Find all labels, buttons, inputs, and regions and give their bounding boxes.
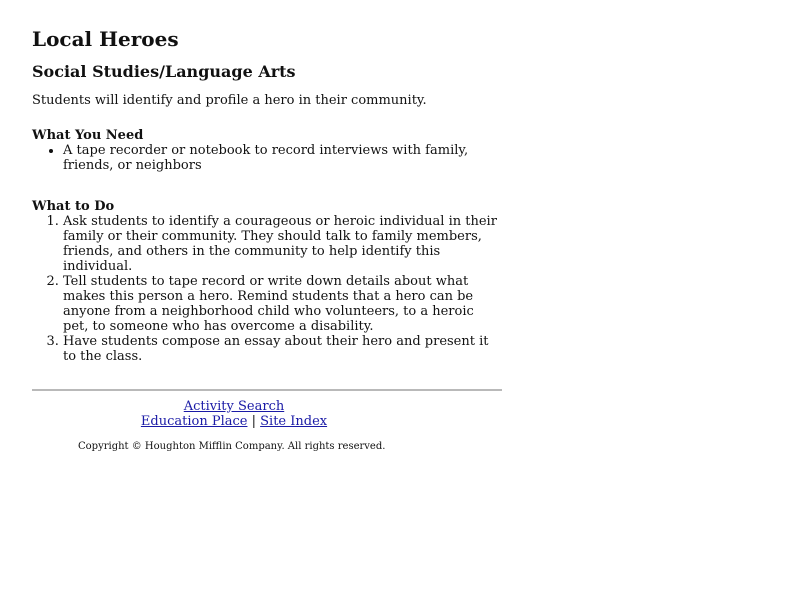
intro-text: Students will identify and profile a hero in their community. <box>32 93 427 108</box>
link-separator: | <box>251 414 256 429</box>
footer-links <box>32 399 436 429</box>
activity-search-link[interactable]: Activity Search <box>183 399 285 414</box>
education-place-link[interactable]: Education Place <box>140 414 248 429</box>
page-content <box>32 26 502 453</box>
list-item-step-3: 3. Have students compose an essay about their hero and present it to the class. <box>63 334 502 364</box>
list-item-step-2: 2. Tell students to tape record or write down details about what makes this person a hero. Remind students that a hero can be anyone from a neighborhood child who volunteers, to a heroic pet, to someone who has overcome a disability. <box>63 274 502 334</box>
page-subtitle: Social Studies/Language Arts <box>32 62 296 81</box>
copyright-text: Copyright © Houghton Mifflin Company. All rights reserved. <box>78 441 386 452</box>
what-you-need-list <box>32 143 502 173</box>
what-to-do-list <box>32 214 502 364</box>
list-item: • A tape recorder or notebook to record interviews with family, friends, or neighbors <box>63 143 502 173</box>
what-you-need-heading: What You Need <box>32 128 144 143</box>
what-to-do-heading: What to Do <box>32 199 115 214</box>
footer-divider <box>32 389 502 391</box>
page-title: Local Heroes <box>32 27 179 51</box>
list-item-step-1: 1. Ask students to identify a courageous or heroic individual in their family or their community. They should talk to family members, friends, and others in the community to help identify this individual. <box>63 214 502 274</box>
site-index-link[interactable]: Site Index <box>260 414 328 429</box>
